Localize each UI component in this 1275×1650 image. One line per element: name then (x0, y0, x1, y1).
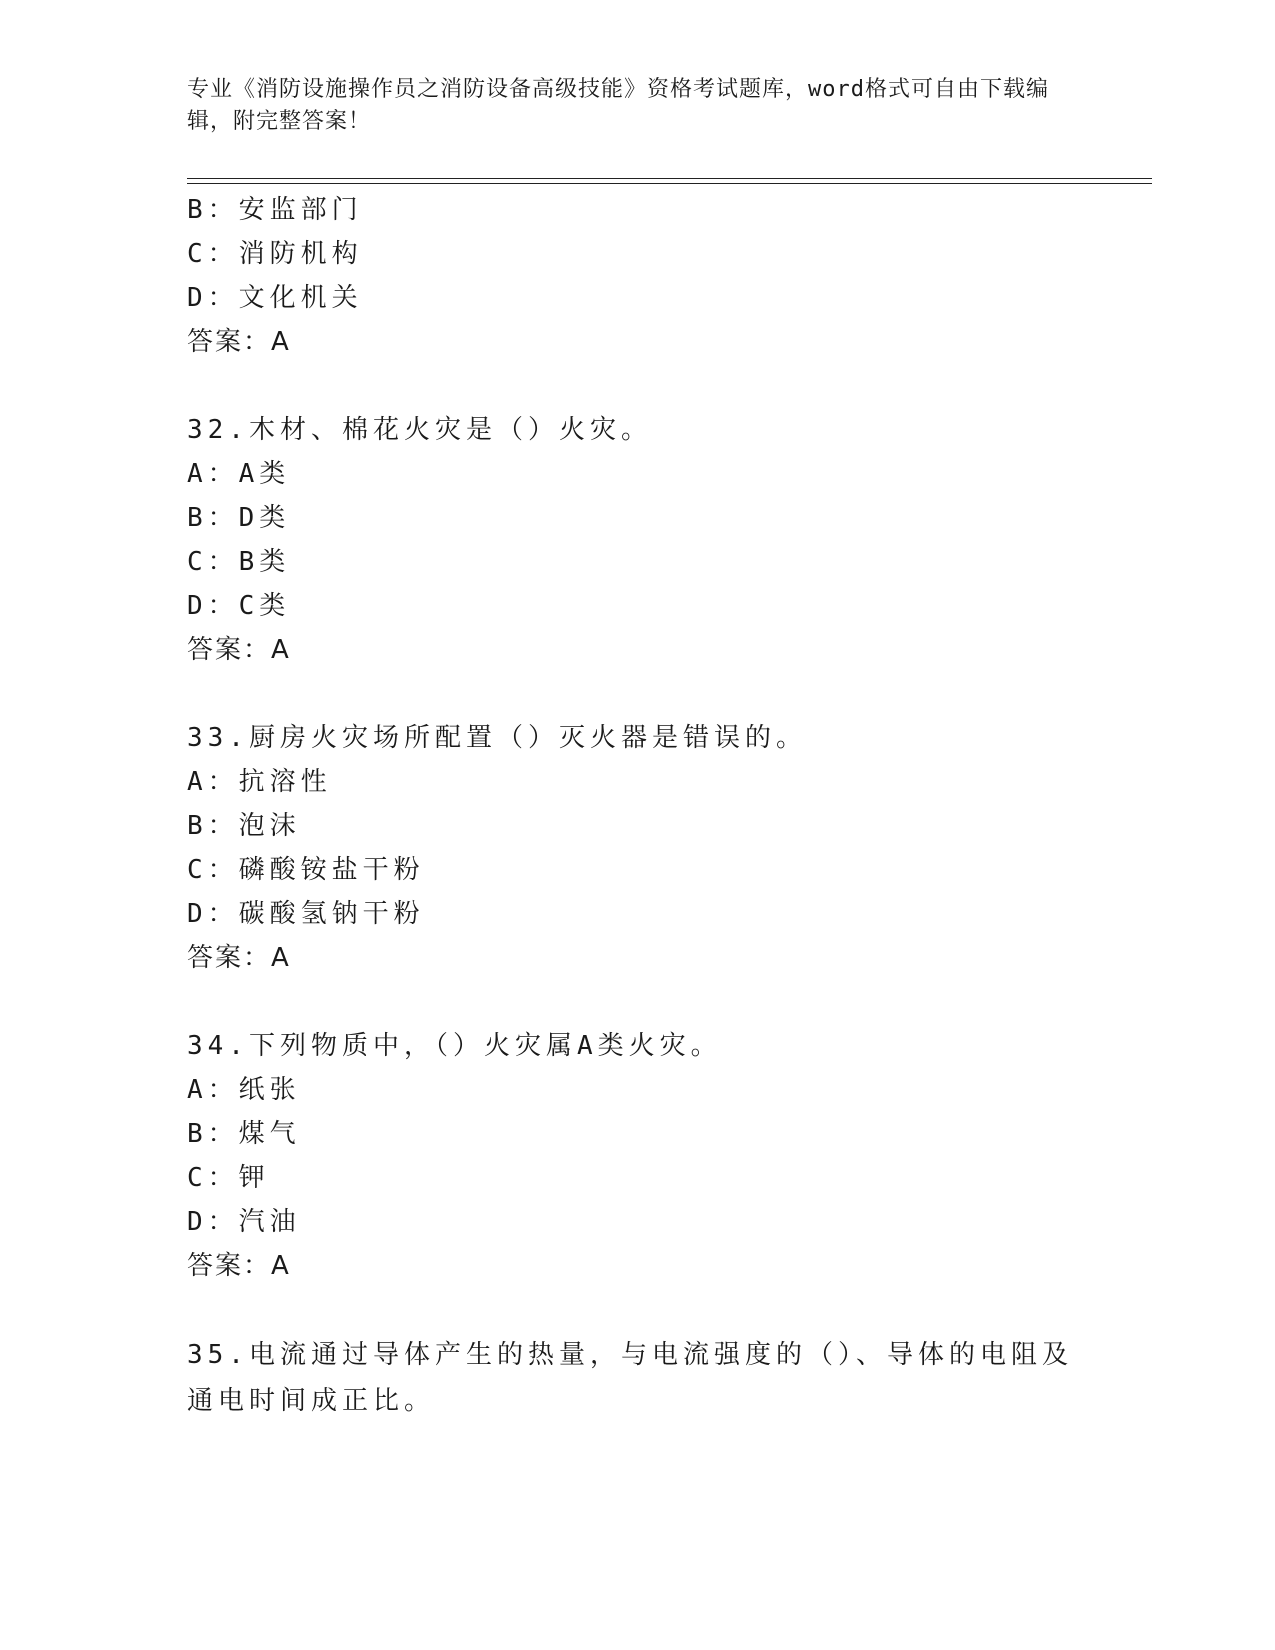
question-stem: 34.下列物质中，（）火灾属A类火灾。 (187, 1031, 722, 1061)
option-c: C：B类 (187, 547, 291, 577)
option-d: D：C类 (187, 591, 291, 621)
option-d: D：汽油 (187, 1207, 301, 1237)
option-d: D：文化机关 (187, 283, 363, 313)
option-d: D：碳酸氢钠干粉 (187, 899, 425, 929)
header-rule-top (187, 178, 1152, 179)
option-b: B：安监部门 (187, 195, 363, 225)
answer: 答案：A (187, 1251, 291, 1281)
option-c: C：磷酸铵盐干粉 (187, 855, 425, 885)
document-header: 专业《消防设施操作员之消防设备高级技能》资格考试题库，word格式可自由下载编辑，附完整答案！ (187, 77, 1049, 134)
option-a: A：A类 (187, 459, 291, 489)
option-a: A：纸张 (187, 1075, 301, 1105)
option-b: B：D类 (187, 503, 291, 533)
header-rule-bottom (187, 183, 1152, 184)
option-b: B：泡沫 (187, 811, 301, 841)
answer: 答案：A (187, 635, 291, 665)
option-c: C：钾 (187, 1163, 270, 1193)
answer: 答案：A (187, 943, 291, 973)
option-a: A：抗溶性 (187, 767, 332, 797)
option-c: C：消防机构 (187, 239, 363, 269)
question-stem: 32.木材、棉花火灾是（）火灾。 (187, 415, 652, 445)
question-stem: 33.厨房火灾场所配置（）灭火器是错误的。 (187, 723, 807, 753)
option-b: B：煤气 (187, 1119, 301, 1149)
question-stem: 35.电流通过导体产生的热量，与电流强度的（）、导体的电阻及通电时间成正比。 (187, 1340, 1073, 1416)
answer: 答案：A (187, 327, 291, 357)
